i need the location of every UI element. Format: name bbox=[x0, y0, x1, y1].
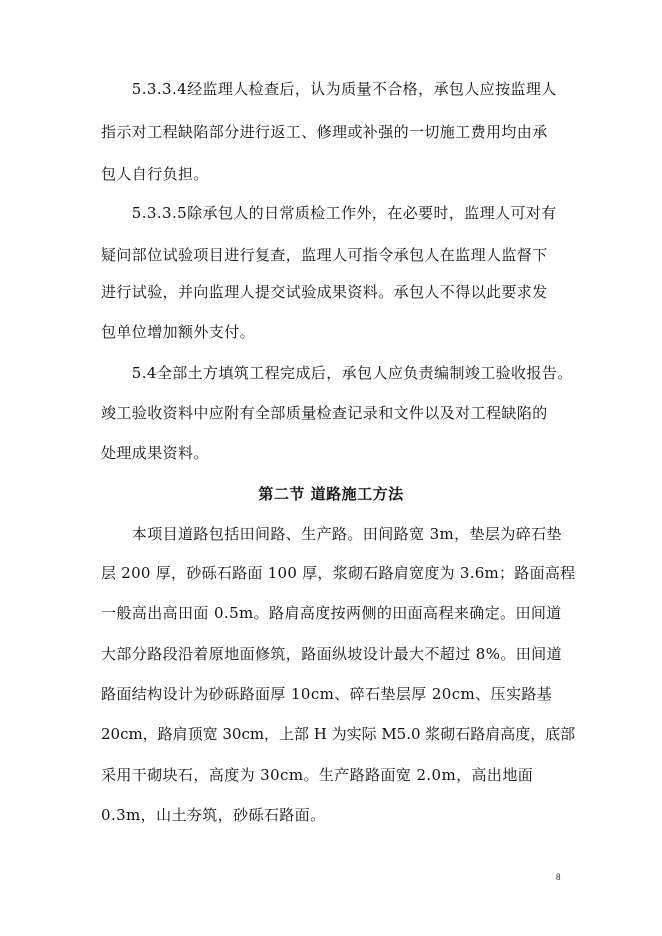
section-heading: 第二节 道路施工方法 bbox=[258, 485, 404, 503]
paragraph-line: 本项目道路包括田间路、生产路。田间路宽 3m，垫层为碎石垫 bbox=[101, 525, 562, 543]
paragraph-line: 处理成果资料。 bbox=[101, 444, 209, 462]
paragraph-line: 包人自行负担。 bbox=[101, 165, 209, 183]
paragraph-line: 指示对工程缺陷部分进行返工、修理或补强的一切施工费用均由承 bbox=[101, 123, 548, 141]
paragraph-line: 采用干砌块石，高度为 30cm。生产路路面宽 2.0m，高出地面 bbox=[101, 766, 534, 784]
paragraph-line: 层 200 厚，砂砾石路面 100 厚，浆砌石路肩宽度为 3.6m；路面高程 bbox=[101, 564, 576, 582]
paragraph-line: 包单位增加额外支付。 bbox=[101, 323, 256, 341]
paragraph-line: 竣工验收资料中应附有全部质量检查记录和文件以及对工程缺陷的 bbox=[101, 404, 548, 422]
page-number: 8 bbox=[556, 872, 561, 882]
paragraph-line: 0.3m，山土夯筑，砂砾石路面。 bbox=[101, 806, 326, 824]
paragraph-line: 5.3.3.4经监理人检查后，认为质量不合格，承包人应按监理人 bbox=[101, 80, 557, 98]
paragraph-line: 5.4全部土方填筑工程完成后，承包人应负责编制竣工验收报告。 bbox=[101, 364, 573, 382]
paragraph-line: 进行试验，并向监理人提交试验成果资料。承包人不得以此要求发 bbox=[101, 283, 548, 301]
paragraph-line: 一般高出高田面 0.5m。路肩高度按两侧的田面高程来确定。田间道 bbox=[101, 604, 562, 622]
paragraph-line: 20cm，路肩顶宽 30cm，上部 H 为实际 M5.0 浆砌石路肩高度，底部 bbox=[101, 725, 576, 743]
paragraph-line: 大部分路段沿着原地面修筑，路面纵坡设计最大不超过 8%。田间道 bbox=[101, 645, 562, 663]
paragraph-line: 5.3.3.5除承包人的日常质检工作外，在必要时，监理人可对有 bbox=[101, 204, 557, 222]
paragraph-line: 路面结构设计为砂砾路面厚 10cm、碎石垫层厚 20cm、压实路基 bbox=[101, 685, 553, 703]
paragraph-line: 疑问部位试验项目进行复查，监理人可指令承包人在监理人监督下 bbox=[101, 246, 548, 264]
